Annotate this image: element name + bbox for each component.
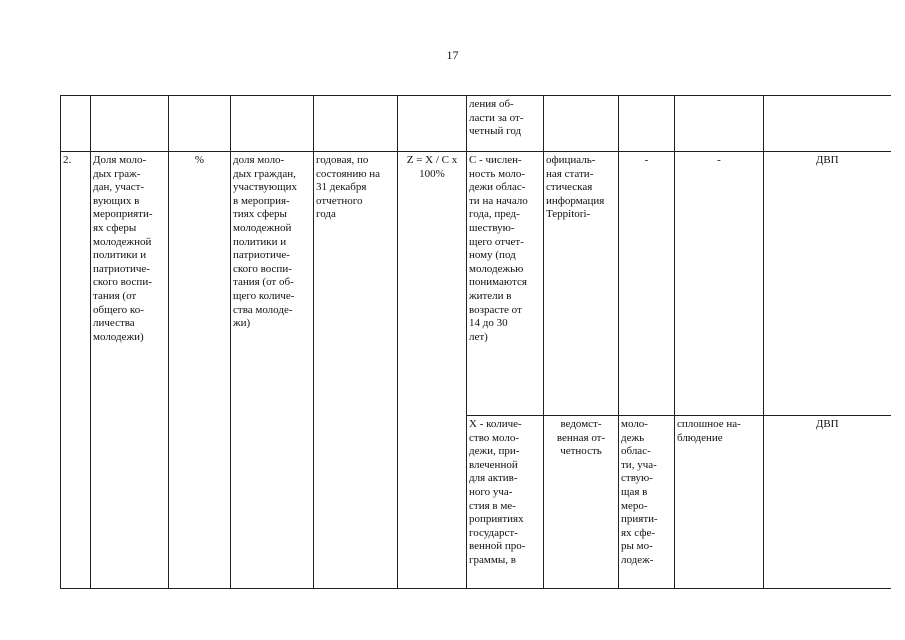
table-row — [61, 152, 891, 416]
table-row — [61, 96, 891, 152]
cell-number: 2. — [61, 152, 91, 589]
cell-unit: % — [169, 152, 231, 589]
cell-source — [544, 96, 619, 152]
cell-formula: Z = X / C x 100% — [398, 152, 467, 589]
cell-unit — [169, 96, 231, 152]
cell-variable-c: С - числен- ность моло- дежи облас- ти на начало года, пред- шествую- щего отчет- ному (под молодежью понимаются жители в возрасте от 14 до 30 лет) — [467, 152, 544, 416]
cell-method-x: сплошное на- блюдение — [675, 416, 764, 589]
cell-population-c: - — [619, 152, 675, 416]
cell-method-c: - — [675, 152, 764, 416]
indicator-table — [60, 95, 891, 589]
cell-population — [619, 96, 675, 152]
cell-indicator-name — [91, 96, 169, 152]
cell-number — [61, 96, 91, 152]
cell-responsible-c: ДВП — [764, 152, 891, 416]
page-number: 17 — [446, 48, 459, 62]
cell-responsible — [764, 96, 891, 152]
cell-population-x: моло- дежь облас- ти, уча- ствую- щая в меро- прияти- ях сфе- ры мо- лодеж- — [619, 416, 675, 589]
cell-periodicity: годовая, по состоянию на 31 декабря отчетного года — [314, 152, 398, 589]
cell-definition — [231, 96, 314, 152]
cell-source-x: ведомст- венная от- четность — [544, 416, 619, 589]
cell-periodicity — [314, 96, 398, 152]
cell-source-c: официаль- ная стати- стическая информация Террitori- — [544, 152, 619, 416]
cell-method — [675, 96, 764, 152]
cell-variables: ления об- ласти за от- четный год — [467, 96, 544, 152]
cell-indicator-name: Доля моло- дых граж- дан, участ- вующих в мероприяти- ях сферы молодежной политики и патриотиче- ского воспи- тания (от общего ко- личества молодежи) — [91, 152, 169, 589]
cell-formula — [398, 96, 467, 152]
cell-definition: доля моло- дых граждан, участвующих в мероприя- тиях сферы молодежной политики и патриотиче- ского воспи- тания (от об- щего количе- ства молоде- жи) — [231, 152, 314, 589]
cell-variable-x: Х - количе- ство моло- дежи, при- влеченной для актив- ного уча- стия в ме- роприятиях государст- венной про- граммы, в — [467, 416, 544, 589]
cell-responsible-x: ДВП — [764, 416, 891, 589]
